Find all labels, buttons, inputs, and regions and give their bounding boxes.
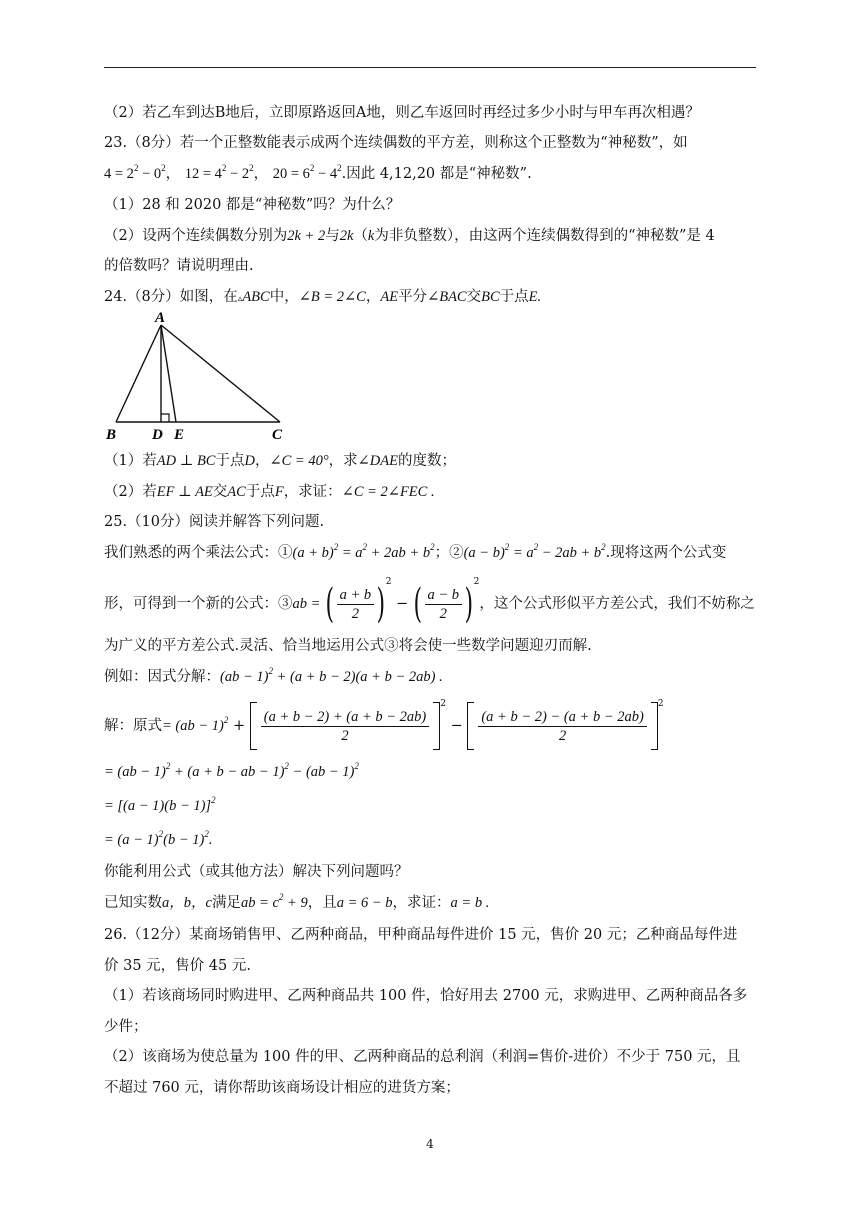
q23-part2-cont: 的倍数吗？请说明理由. — [104, 258, 254, 274]
q25-task: 已知实数a，b，c满足ab = $c^2 + 9$，且a = 6 − b，求证：a = b . — [104, 892, 490, 911]
side-ac — [161, 325, 280, 422]
label-b: B — [106, 427, 117, 443]
q26-part1: （1）若该商场同时购进甲、乙两种商品共 100 件，恰好用去 2700 元，求购进甲、乙两种商品各多 — [104, 988, 748, 1004]
q26-stem: 26.（12分）某商场销售甲、乙两种商品，甲种商品每件进价 15 元，售价 20 元；乙种商品每件进 — [104, 927, 738, 943]
label-c: C — [272, 427, 283, 443]
q26-part1-cont: 少件； — [104, 1019, 148, 1035]
q26-stem-cont: 价 35 元，售价 45 元. — [104, 958, 251, 974]
q23-part1: （1）28 和 2020 都是“神秘数”吗？为什么？ — [104, 197, 401, 213]
q26-part2: （2）该商场为使总量为 100 件的甲、乙两种商品的总利润（利润=售价-进价）不少于 750 元，且 — [104, 1049, 741, 1065]
q25-solution-step2: = (ab − 1)$^2$ + (a + b − ab − 1)$^2$ − (ab − 1)$^2$ — [104, 761, 359, 780]
q24-stem: 24.（8分）如图，在▵ABC中，∠B = 2∠C，AE平分∠BAC交BC于点E. — [104, 289, 542, 305]
q25-stem: 25.（10分）阅读并解答下列问题. — [104, 514, 325, 530]
example-4: $4 = 2^2 - 0^2$ — [104, 163, 166, 182]
q25-note: 为广义的平方差公式.灵活、恰当地运用公式③将会使一些数学问题迎刃而解. — [104, 638, 592, 654]
example-20: $20 = 6^2 - 4^2$ — [272, 163, 342, 182]
right-angle-mark — [161, 414, 169, 422]
q25-solution-step1: 解：原式= (ab − 1)$^2$ + $\frac{(a + b - 2) + (a + b - 2ab)}{2}$ $^2$ − $\frac{(a + b - 2) - (a + b - 2ab)}{2}$ $^2$ — [104, 700, 664, 752]
label-d: D — [152, 427, 163, 443]
q25-example: 例如：因式分解：(ab − 1)$^2$ + (a + b − 2)(a + b − 2ab) . — [104, 666, 443, 685]
q22-part2: （2）若乙车到达B地后，立即原路返回A地，则乙车返回时再经过多少小时与甲车再次相遇？ — [104, 105, 700, 121]
q25-formulas: 我们熟悉的两个乘法公式：①(a + $b)^2 = a^2 + 2ab + b^2$；②(a − $b)^2 = a^2 - 2ab + b^2$.现将这两个公式变 — [104, 542, 727, 561]
q23-examples: $4 = 2^2 - 0^2$， $12 = 4^2 - 2^2$， $20 = 6^2 - 4^2$.因此 4,12,20 都是“神秘数”. — [104, 163, 532, 182]
q25-prompt: 你能利用公式（或其他方法）解决下列问题吗？ — [104, 864, 409, 880]
side-ab — [116, 325, 161, 422]
header-rule — [104, 67, 756, 68]
q24-part1: （1）若AD ⊥ BC于点D，∠C = 40°，求∠DAE的度数； — [104, 453, 456, 469]
q26-part2-cont: 不超过 760 元，请你帮助该商场设计相应的进货方案； — [104, 1080, 460, 1096]
label-e: E — [174, 427, 185, 443]
q25-formula3: 形，可得到一个新的公式：③ab = ( $\frac{a + b}{2}$ )$^2$ − ( $\frac{a - b}{2}$ )$^2$，这个公式形似平方差公式，我们不妨称之 — [104, 577, 755, 627]
q24-part2: （2）若EF ⊥ AE交AC于点F，求证：∠C = 2∠FEC . — [104, 484, 435, 500]
q23-stem: 23.（8分）若一个正整数能表示成两个连续偶数的平方差，则称这个正整数为“神秘数”，如 — [104, 135, 688, 151]
example-12: $12 = 4^2 - 2^2$ — [184, 163, 254, 182]
bisector-ae — [161, 325, 176, 422]
page-number: 4 — [426, 1137, 434, 1151]
label-a: A — [155, 310, 166, 326]
triangle-figure — [100, 305, 300, 445]
q23-part2: （2）设两个连续偶数分别为2k + 2与2k（k为非负整数），由这两个连续偶数得到的“神秘数”是 4 — [104, 228, 715, 244]
q25-solution-step4: = $(a - 1)^2(b - 1)^2$. — [104, 829, 213, 848]
q25-solution-step3: = $[(a - 1)(b - 1)]^2$ — [104, 795, 216, 814]
